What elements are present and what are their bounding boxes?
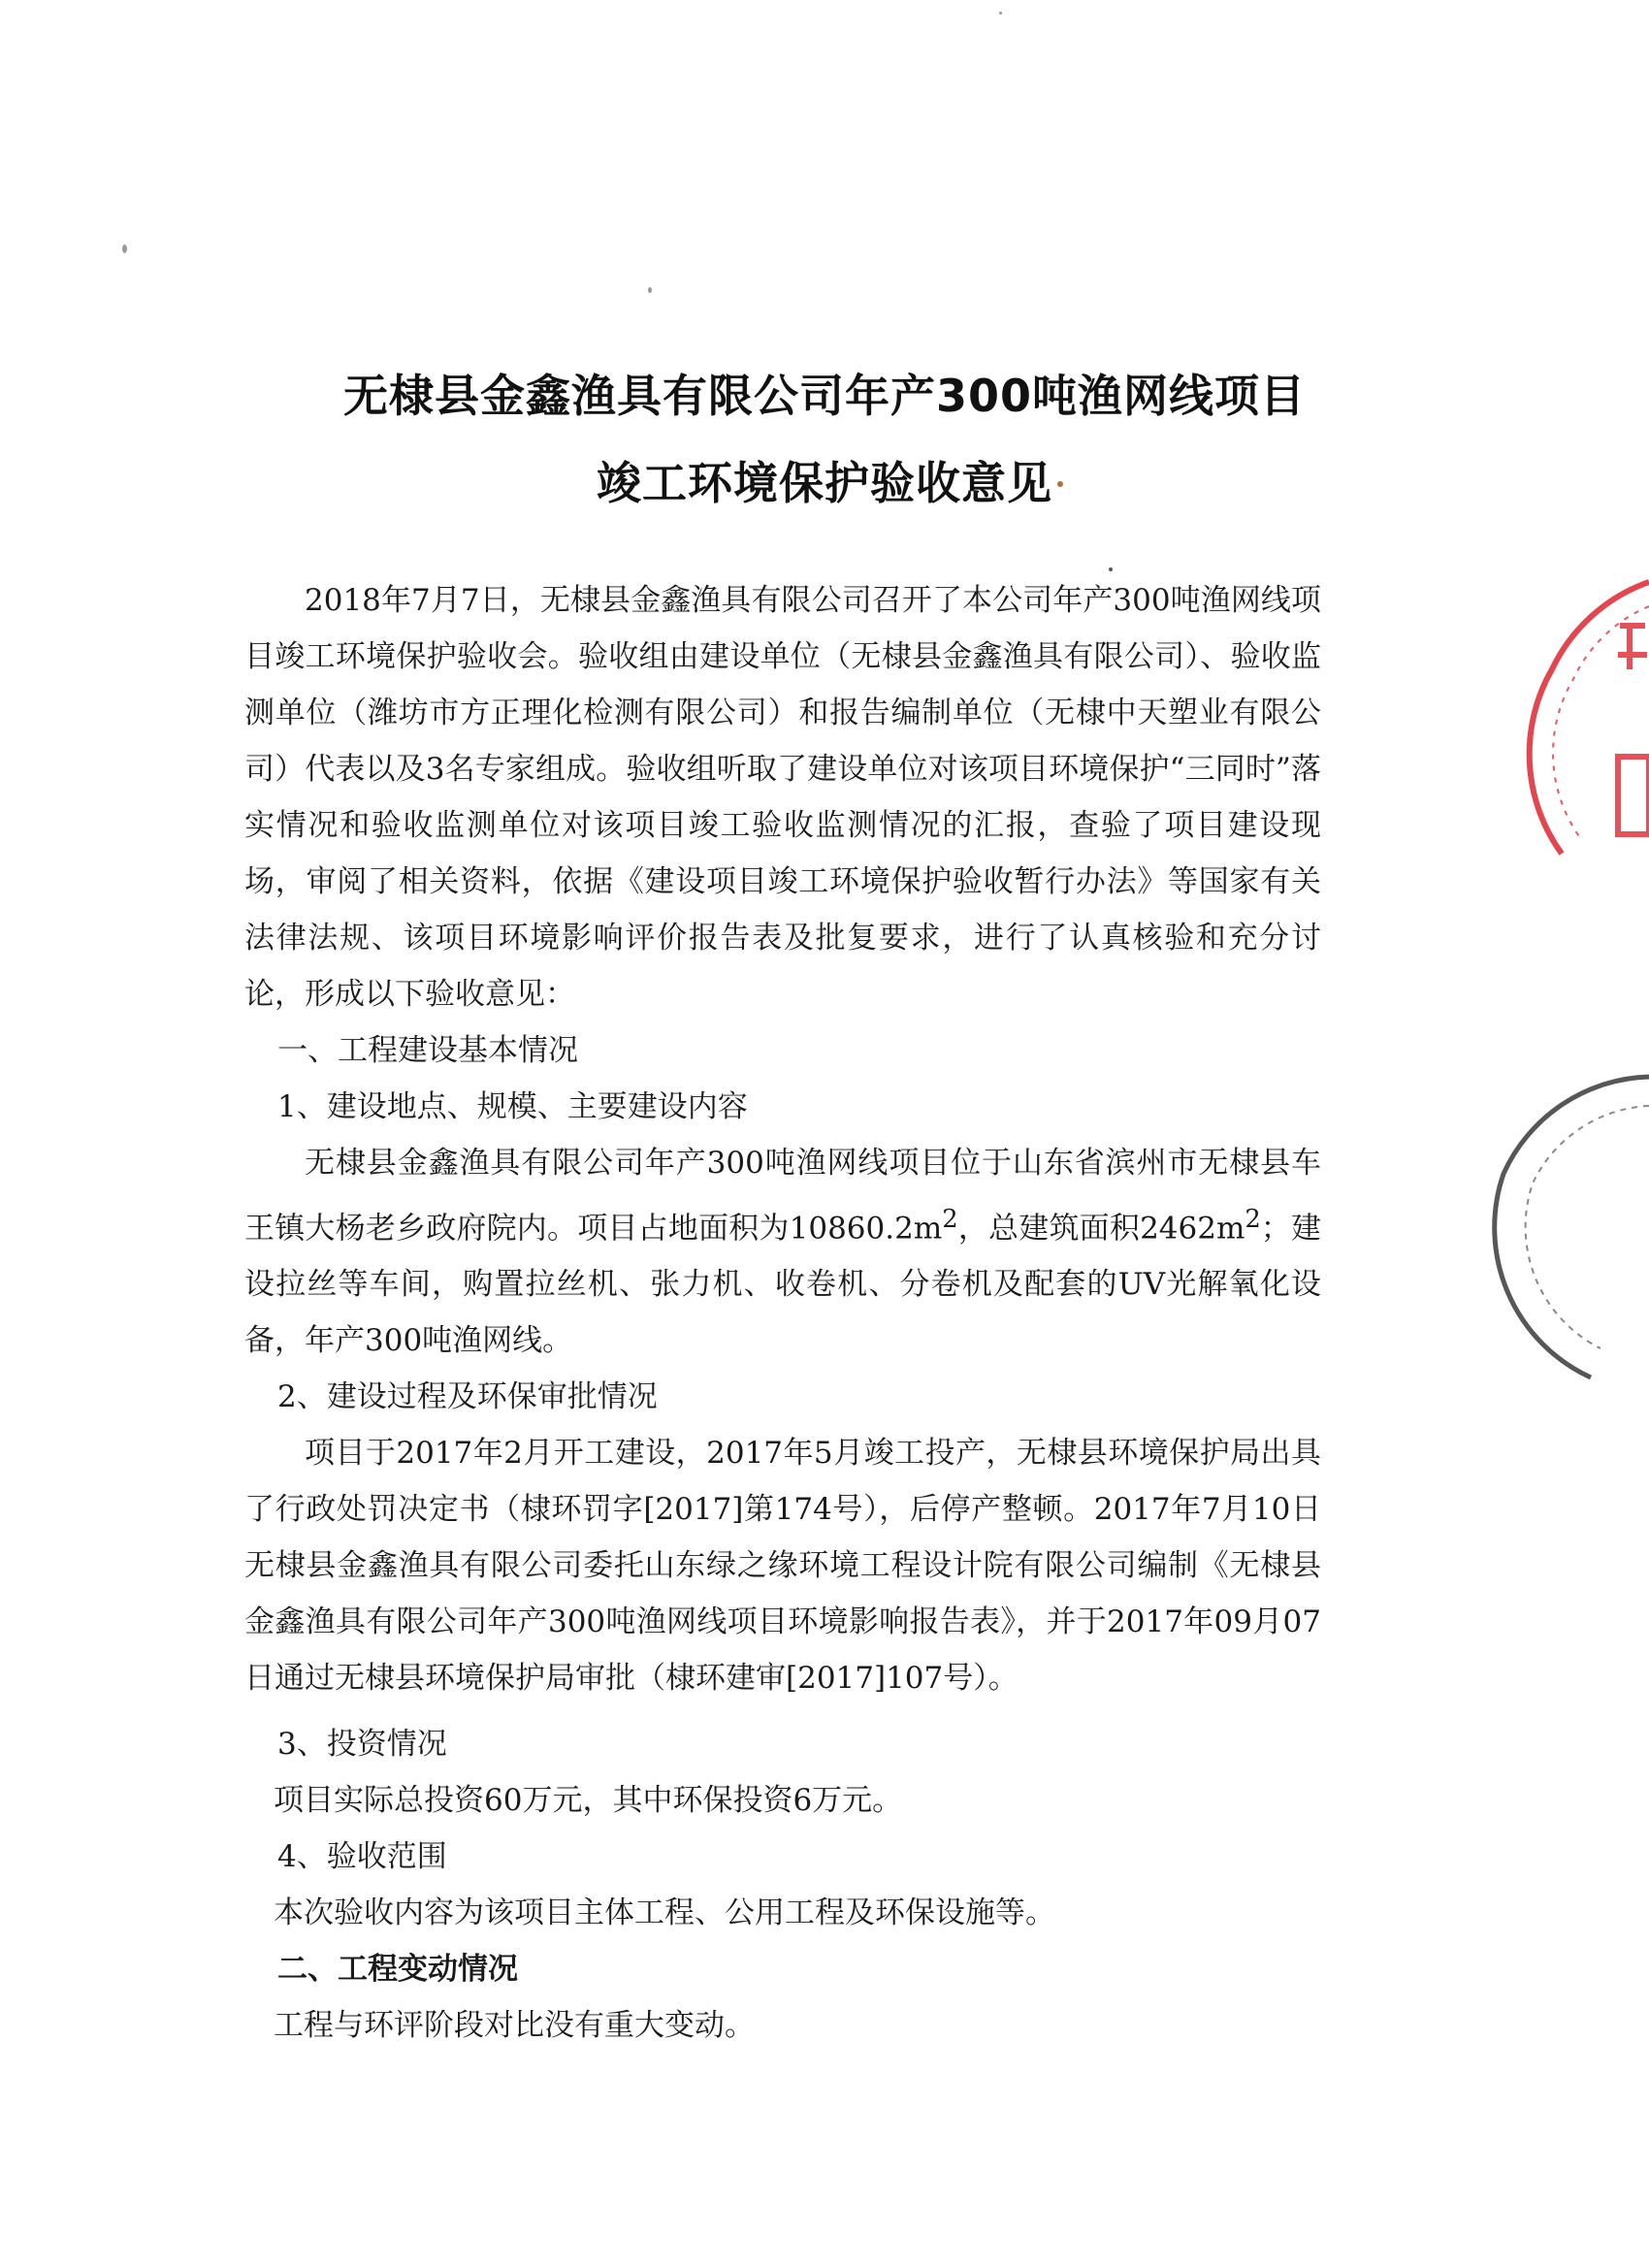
section2-paragraph: 工程与环评阶段对比没有重大变动。 bbox=[274, 2008, 755, 2044]
area-unit-superscript: 2 bbox=[942, 1205, 958, 1234]
sub2-paragraph: 项目于2017年2月开工建设，2017年5月竣工投产，无棣县环境保护局出具了行政处罚决定书（棣环罚字[2017]第174号），后停产整顿。2017年7月10日无棣县金鑫渔具有限公司委托山东绿之缘环境工程设计院有限公司编制《无棣县金鑫渔具有限公司年产300吨渔网线项目环境影响报告表》，并于2017年09月07日通过无棣县环境保护局审批（棣环建审[2017]107号）。 bbox=[244, 1436, 1321, 1697]
sub4-heading: 4、验收范围 bbox=[277, 1839, 447, 1875]
sub4-paragraph: 本次验收内容为该项目主体工程、公用工程及环保设施等。 bbox=[274, 1895, 1055, 1931]
scan-speck bbox=[648, 287, 652, 293]
sub1-heading: 1、建设地点、规模、主要建设内容 bbox=[277, 1089, 748, 1124]
document-title-line1: 无棣县金鑫渔具有限公司年产300吨渔网线项目 bbox=[342, 370, 1307, 422]
section1-heading: 一、工程建设基本情况 bbox=[277, 1033, 578, 1068]
sub2-heading: 2、建设过程及环保审批情况 bbox=[277, 1379, 658, 1415]
red-seal-stamp bbox=[1494, 563, 1649, 912]
sub3-heading: 3、投资情况 bbox=[277, 1727, 447, 1763]
document-body bbox=[244, 572, 1321, 2054]
sub1-text-a: 无棣县金鑫渔具有限公司年产300吨渔网线项目位于山东省滨州市无棣县车王镇大杨老乡政府院内。项目占地面积为10860.2m bbox=[244, 1146, 1321, 1247]
sub1-paragraph bbox=[244, 1135, 1321, 1369]
scan-speck bbox=[999, 12, 1002, 15]
document-title-line2: 竣工环境保护验收意见 bbox=[597, 457, 1052, 509]
scan-speck bbox=[122, 244, 127, 253]
section2-heading: 二、工程变动情况 bbox=[277, 1952, 518, 1988]
sub1-text-b: ，总建筑面积2462m bbox=[957, 1211, 1245, 1247]
intro-paragraph: 2018年7月7日，无棣县金鑫渔具有限公司召开了本公司年产300吨渔网线项目竣工环境保护验收会。验收组由建设单位（无棣县金鑫渔具有限公司）、验收监测单位（潍坊市方正理化检测有限公司）和报告编制单位（无棣中天塑业有限公司）代表以及3名专家组成。验收组听取了建设单位对该项目环境保护“三同时”落实情况和验收监测单位对该项目竣工验收监测情况的汇报，查验了项目建设现场，审阅了相关资料，依据《建设项目竣工环境保护验收暂行办法》等国家有关法律法规、该项目环境影响评价报告表及批复要求，进行了认真核验和充分讨论，形成以下验收意见： bbox=[244, 583, 1321, 1012]
sub1-text-c: ；建设拉丝等车间，购置拉丝机、张力机、收卷机、分卷机及配套的UV光解氧化设备，年产300吨渔网线。 bbox=[244, 1211, 1321, 1359]
sub3-paragraph: 项目实际总投资60万元，其中环保投资6万元。 bbox=[274, 1783, 903, 1819]
scan-speck bbox=[1109, 567, 1113, 571]
area-unit-superscript: 2 bbox=[1245, 1205, 1261, 1234]
dark-seal-stamp bbox=[1474, 1057, 1649, 1407]
